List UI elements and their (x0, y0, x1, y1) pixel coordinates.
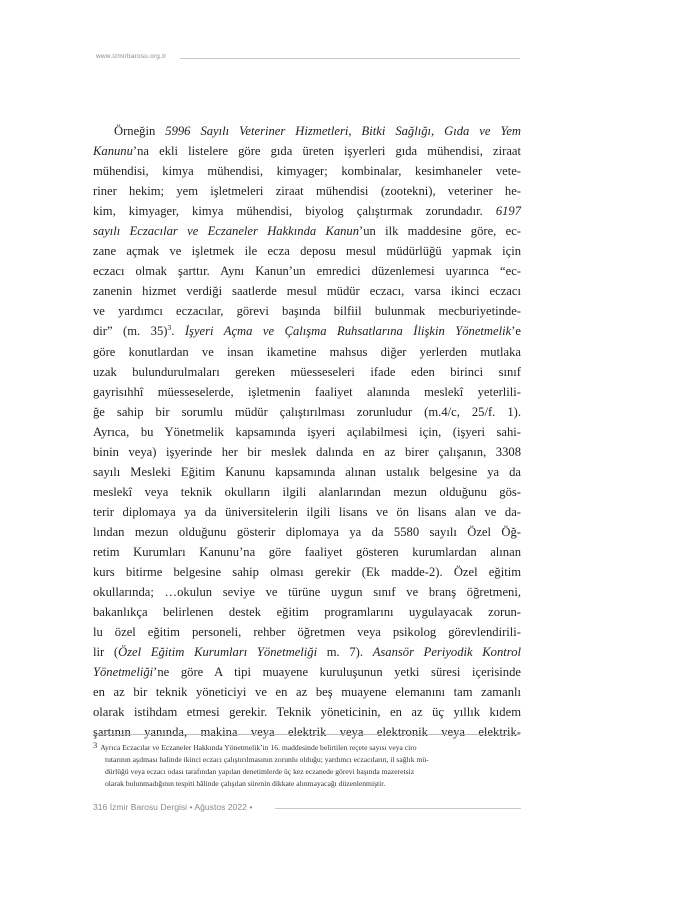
footnote-text: Ayrıca Eczacılar ve Eczaneler Hakkında Yönetmelik’in 16. maddesinde belirtilen reçete sayısı veya ciro (100, 743, 417, 752)
footnote-reference[interactable]: 3 (167, 323, 172, 333)
regulation-title: Yönetmeliği (93, 665, 154, 680)
regulation-title: Asansör Periyodik Kontrol (372, 645, 521, 660)
text-run: lir ( (93, 645, 119, 660)
body-line (93, 201, 521, 221)
text-run: ’e (511, 324, 521, 339)
body-line: uzak bulundurulmaları gereken müesseseleri ifade eden birinci sınıf (93, 364, 521, 379)
body-line (93, 662, 521, 682)
header-rule (180, 58, 520, 59)
body-line: retim Kurumları Kanunu’na göre faaliyet gösteren kurumlardan alınan (93, 544, 521, 559)
running-header (96, 53, 520, 67)
body-line (93, 642, 521, 662)
text-run: Örneğin (114, 124, 166, 138)
text-run: kim, kimyager, kimya mühendisi, biyolog çalıştırmak zorundadır. (93, 204, 496, 219)
body-line: zanenin hizmet verdiği saatlerde mesul müdür eczacı, varsa ikinci eczacı (93, 284, 521, 299)
text-run: m. 7). (317, 645, 373, 660)
body-line: kurs bitirme belgesine sahip olması gerekir (Ek madde-2). Özel eğitim (93, 565, 521, 580)
regulation-title: Özel Eğitim Kurumları Yönetmeliği (118, 645, 318, 660)
body-line (93, 121, 521, 141)
body-line: riner hekim; yem işletmeleri ziraat mühendisi (zootekni), veteriner he- (93, 184, 521, 199)
body-line (93, 321, 521, 341)
footnote-line: olarak bulunmadığının tespiti hâlinde çalışılan sürenin dikkate alınmayacağı düzenlenmiştir. (105, 779, 386, 788)
body-line: sayılı Mesleki Eğitim Kanunu kapsamında alınan ustalık belgesine ya da (93, 464, 521, 479)
footnote-number: 3 (93, 740, 98, 750)
footnote-line: dürlüğü veya eczacı odası tarafından yapılan denetimlerde üç kez eczanede görevi başında mazeretsiz (105, 767, 415, 776)
body-line: göre konutlardan ve insan ikametine mahsus diğer yerlerden mutlaka (93, 344, 521, 359)
body-line: terir diplomaya ya da üniversitelerin ilgili lisans ve ön lisans alan ve da- (93, 504, 521, 519)
body-line: mühendisi, kimya mühendisi, kimyager; kombinalar, kesimhaneler vete- (93, 164, 521, 179)
law-title: sayılı Eczacılar ve Eczaneler Hakkında Kanun (93, 224, 360, 239)
law-title: 5996 Sayılı Veteriner Hizmetleri, Bitki Sağlığı, Gıda ve Yem (165, 124, 522, 138)
text-run: ’ne göre A tipi muayene kuruluşunun yetki süresi içerisinde (153, 665, 521, 680)
body-line: meslekî veya teknik okulların ilgili alanlarından mezun olduğunu gös- (93, 484, 521, 499)
body-line: ve yardımcı eczacılar, görevi başında bilfiil bulunmak mecburiyetinde- (93, 304, 521, 319)
footer-rule (275, 808, 521, 809)
footnote-line (93, 739, 521, 754)
footnote (93, 739, 521, 790)
law-title: Kanunu (93, 144, 133, 159)
page-folio: 316 İzmir Barosu Dergisi • Ağustos 2022 • (93, 802, 253, 812)
text-run: . (171, 324, 185, 339)
text-run: dir” (m. 35) (93, 324, 168, 339)
body-line: Ayrıca, bu Yönetmelik kapsamında işyeri açılabilmesi için, (işyeri sahi- (93, 424, 521, 439)
body-line: ğe sahip bir sorumlu müdür çalıştırılması zorunludur (m.4/c, 25/f. 1). (93, 404, 521, 419)
regulation-title: İşyeri Açma ve Çalışma Ruhsatlarına İlişkin Yönetmelik (184, 324, 512, 339)
text-run: ’na ekli listelere göre gıda üreten işyerleri gıda mühendisi, ziraat (132, 144, 521, 159)
body-line: olarak istihdam etmesi gerekir. Teknik yöneticinin, en az üç yıllık kıdem (93, 705, 521, 720)
body-line (93, 221, 521, 241)
body-line: eczacı olmak şarttır. Aynı Kanun’un emredici düzenlemesi uyarınca “ec- (93, 264, 521, 279)
body-line: binin veya) işyerinde her bir meslek dalında en az birer çalışanın, 3308 (93, 444, 521, 459)
header-url: www.izmirbarosu.org.tr (96, 53, 167, 60)
body-paragraph (93, 121, 521, 742)
body-line: gayrisıhhî müesseselerde, işletmenin faaliyet alanında meslekî yeterlili- (93, 384, 521, 399)
body-line: lu özel eğitim personeli, rehber öğretmen veya psikolog görevlendirili- (93, 625, 521, 640)
page-footer (93, 802, 521, 814)
body-line: bakanlıkça belirlenen destek eğitim programlarını uygulayacak zorun- (93, 605, 521, 620)
footnote-line: tutarının aşılması halinde ikinci eczacı çalıştırılmasının zorunlu olduğu; yardımcı eczacıların, il sağlık mü- (105, 755, 429, 764)
body-line: en az bir teknik yöneticiyi ve en az beş muayene elemanını tam zamanlı (93, 685, 521, 700)
law-title: 6197 (495, 204, 521, 219)
body-line: okullarında; …okulun seviye ve türüne uygun sınıf ve branş öğretmeni, (93, 585, 521, 600)
footnote-separator (93, 734, 520, 735)
text-run: ’un ilk maddesine göre, ec- (359, 224, 521, 239)
body-line: lından mezun olduğunu gösterir diplomaya ya da 5580 sayılı Özel Öğ- (93, 524, 521, 539)
body-line: zane açmak ve işletmek ile ecza deposu mesul müdürlüğü yapmak için (93, 244, 521, 259)
body-line (93, 141, 521, 161)
body-line: şartının yanında, makina veya elektrik veya elektronik veya elektrik- (93, 725, 521, 740)
